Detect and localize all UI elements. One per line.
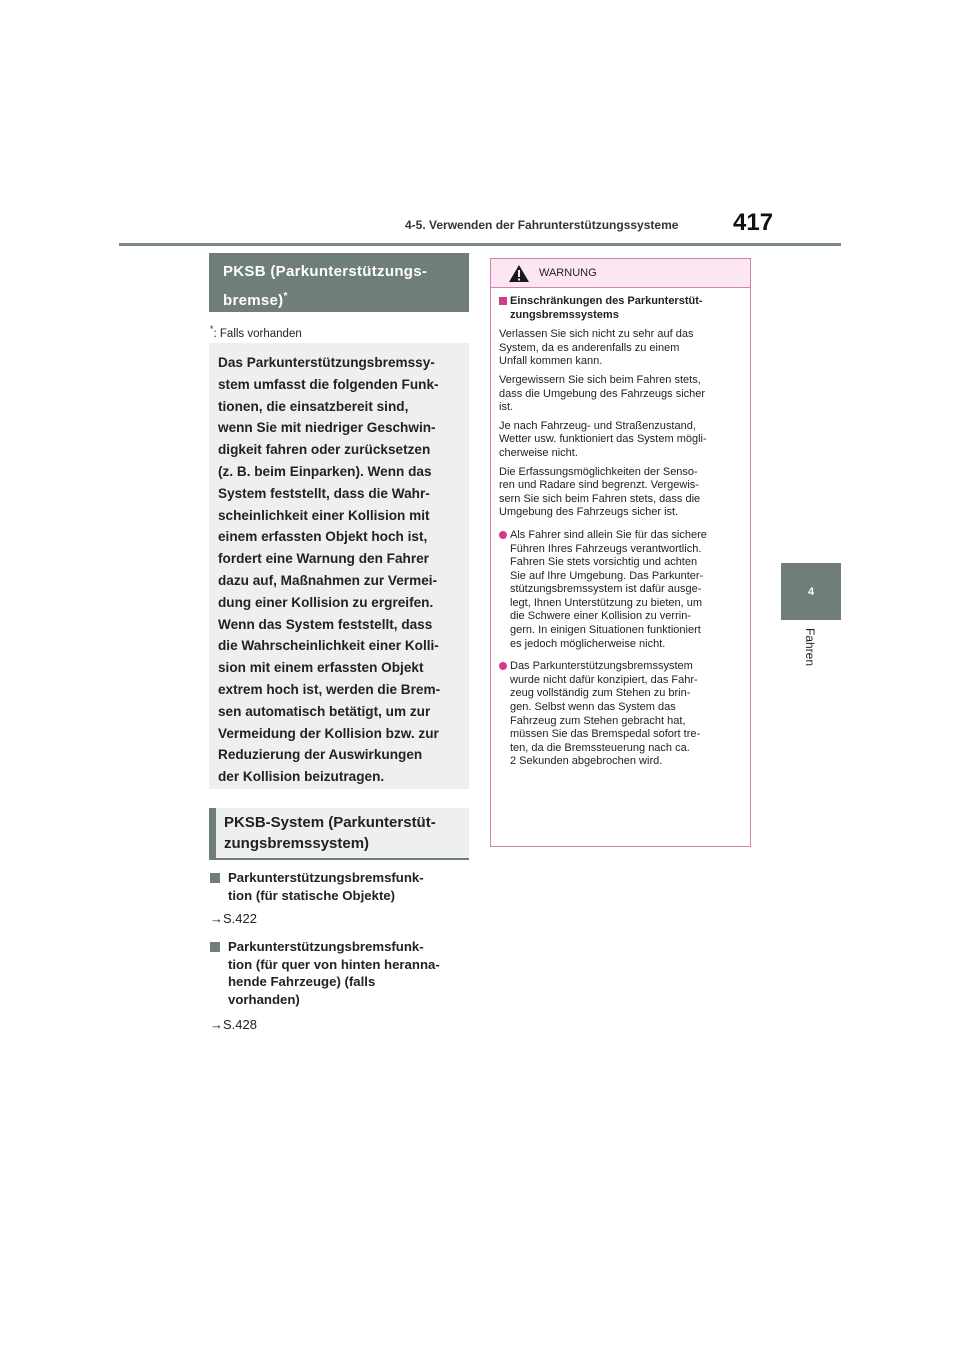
square-bullet-icon bbox=[210, 873, 220, 883]
warning-bullet-item: Als Fahrer sind allein Sie für das sichere Führen Ihres Fahrzeugs verantwortlich. Fahren Sie stets vorsichtig und achten Sie auf Ihre Umgebung. Das Parkunter- stützungsbremssystem ist dafür ausge- legt, Ihnen Unterstützung zu bieten, um die Schwere einer Kollision zu verrin- gern. In einigen Situationen funktioniert es jedoch möglicherweise nicht. bbox=[499, 529, 742, 651]
bullet-dot-icon bbox=[499, 662, 507, 670]
footnote: *: Falls vorhanden bbox=[210, 324, 302, 340]
warning-paragraph: Verlassen Sie sich nicht zu sehr auf das System, da es anderenfalls zu einem Unfall kommen kann. bbox=[499, 328, 694, 368]
function-item-static-objects bbox=[210, 869, 468, 904]
square-bullet-icon bbox=[210, 942, 220, 952]
chapter-label bbox=[781, 628, 841, 678]
warning-paragraph: Je nach Fahrzeug- und Straßenzustand, Wetter usw. funktioniert das System mögli- cherweise nicht. bbox=[499, 419, 707, 459]
intro-description: Das Parkunterstützungsbremssy- stem umfasst die folgenden Funk- tionen, die einsatzbereit sind, wenn Sie mit niedriger Geschwin- digkeit fahren oder zurücksetzen (z. B. beim Einparken). Wenn das System feststellt, dass die Wahr- scheinlichkeit einer Kollision mit einem erfassten Objekt hoch ist, fordert eine Warnung den Fahrer dazu auf, Maßnahmen zur Vermei- dung einer Kollision zu ergreifen. Wenn das System feststellt, dass die Wahrscheinlichkeit einer Kolli- sion mit einem erfassten Objekt extrem hoch ist, werden die Brem- sen automatisch betätigt, um zur Vermeidung der Kollision bzw. zur Reduzierung der Auswirkungen der Kollision beizutragen. bbox=[218, 355, 441, 785]
chapter-label-text: Fahren bbox=[803, 628, 817, 667]
section-heading-pksb bbox=[209, 253, 469, 312]
chapter-tab[interactable] bbox=[781, 563, 841, 620]
section-heading-pksb-system bbox=[209, 808, 469, 860]
function-item-title: Parkunterstützungsbremsfunk- tion (für statische Objekte) bbox=[228, 870, 424, 903]
warning-triangle-icon bbox=[508, 264, 530, 283]
warning-paragraph: Vergewissern Sie sich beim Fahren stets, dass die Umgebung des Fahrzeugs sicher ist. bbox=[499, 373, 706, 414]
chapter-number: 4 bbox=[807, 585, 815, 598]
warning-paragraph: Die Erfassungsmöglichkeiten der Senso- ren und Radare sind begrenzt. Vergewis- sern Sie sich beim Fahren stets, dass die Umgebung des Fahrzeugs sicher ist. bbox=[499, 465, 701, 519]
page-number: 417 bbox=[733, 209, 774, 236]
function-item-rear-cross-traffic bbox=[210, 938, 468, 1008]
section2-heading-line1: PKSB-System (Parkunterstüt- bbox=[224, 814, 436, 831]
header-divider bbox=[119, 243, 841, 246]
section-heading-line2: bremse)* bbox=[223, 291, 288, 309]
warning-subheading: Einschränkungen des Parkunterstüt- zungsbremssystems bbox=[499, 295, 742, 322]
function-item-title: Parkunterstützungsbremsfunk- tion (für quer von hinten heranna- hende Fahrzeuge) (falls vorhanden) bbox=[228, 939, 440, 1007]
section-heading-line1: PKSB (Parkunterstützungs- bbox=[223, 263, 428, 280]
warning-title: WARNUNG bbox=[539, 267, 597, 279]
warning-bullet-item: Das Parkunterstützungsbremssystem wurde nicht dafür konzipiert, das Fahr- zeug vollständig zum Stehen zu brin- gen. Selbst wenn das System das Fahrzeug zum Stehen gebracht hat, müssen Sie das Bremspedal sofort tre- ten, da die Bremssteuerung nach ca. 2 Sekunden abgebrochen wird. bbox=[499, 660, 742, 769]
square-bullet-icon bbox=[499, 297, 507, 305]
running-header-title: 4-5. Verwenden der Fahrunterstützungssysteme bbox=[405, 218, 679, 232]
warning-header bbox=[491, 259, 750, 288]
intro-description-box bbox=[209, 343, 469, 789]
page-reference-link[interactable]: →S.428 bbox=[210, 1017, 257, 1032]
section2-heading-line2: zungsbremssystem) bbox=[224, 835, 370, 852]
warning-box bbox=[490, 258, 751, 847]
bullet-dot-icon bbox=[499, 531, 507, 539]
page-reference-link[interactable]: →S.422 bbox=[210, 911, 257, 926]
warning-body bbox=[499, 295, 742, 774]
